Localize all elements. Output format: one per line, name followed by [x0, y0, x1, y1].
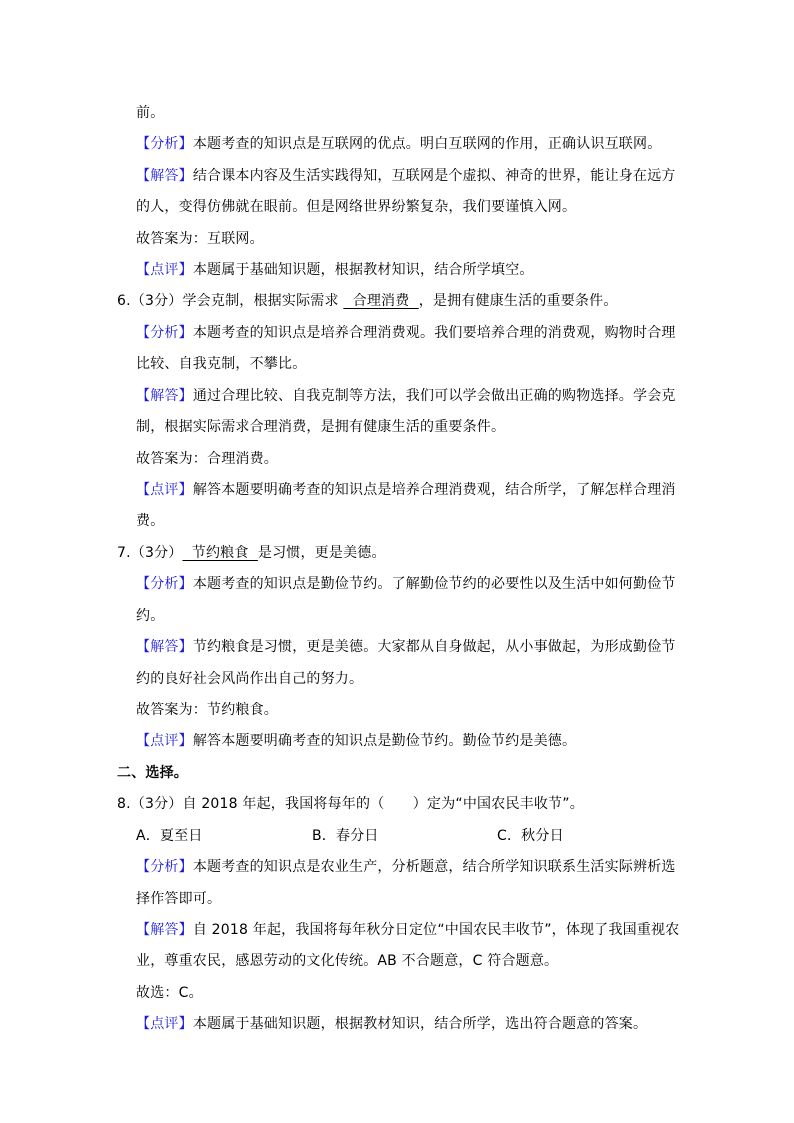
paragraph-line — [136, 103, 164, 123]
paragraph-line — [136, 606, 164, 626]
section-tag: 【解答】 — [136, 388, 193, 404]
question-number: 6.（3分） — [117, 293, 183, 309]
section-tag: 【点评】 — [136, 482, 193, 498]
paragraph-line — [136, 449, 278, 469]
section-tag: 【点评】 — [136, 733, 193, 749]
paragraph-line — [136, 983, 203, 1003]
heading-text: 二、选择。 — [117, 765, 188, 781]
annotated-line — [136, 857, 676, 877]
line-text: 本题属于基础知识题，根据教材知识，结合所学，选出符合题意的答案。 — [192, 1016, 648, 1032]
annotated-line — [136, 323, 676, 343]
line-text: 前。 — [136, 105, 165, 121]
annotated-line — [136, 920, 679, 940]
line-text: 结合课本内容及生活实践得知，互联网是个虚拟、神奇的世界，能让身在远方 — [192, 168, 676, 184]
line-text: 故选：C。 — [136, 985, 203, 1001]
line-text: 本题考查的知识点是勤俭节约。了解勤俭节约的必要性以及生活中如何勤俭节 — [192, 576, 676, 592]
option-c: C．秋分日 — [497, 828, 564, 844]
line-text: 业，尊重农民，感恩劳动的文化传统。AB 不合题意，C 符合题意。 — [136, 953, 559, 969]
line-text: 制，根据实际需求合理消费，是拥有健康生活的重要条件。 — [136, 419, 506, 435]
section-heading — [117, 763, 188, 783]
line-text: 择作答即可。 — [136, 891, 222, 907]
paragraph-line — [136, 229, 264, 249]
paragraph-line — [136, 951, 558, 971]
section-tag: 【解答】 — [136, 639, 193, 655]
paragraph-line — [136, 700, 278, 720]
section-tag: 【分析】 — [136, 325, 193, 341]
line-text: 故答案为：节约粮食。 — [136, 702, 278, 718]
section-tag: 【点评】 — [136, 262, 193, 278]
answer-blank: 合理消费 — [343, 293, 419, 309]
paragraph-line — [136, 354, 306, 374]
line-text: 通过合理比较、自我克制等方法，我们可以学会做出正确的购物选择。学会克 — [192, 388, 676, 404]
line-text: 比较、自我克制，不攀比。 — [136, 356, 307, 372]
option-a: A．夏至日 — [136, 828, 203, 844]
question-stem — [117, 794, 584, 814]
section-tag: 【分析】 — [136, 576, 193, 592]
annotated-line — [136, 260, 534, 280]
question-text-after: 是习惯，更是美德。 — [257, 545, 386, 561]
line-text: 解答本题要明确考查的知识点是培养合理消费观，结合所学，了解怎样合理消 — [192, 482, 676, 498]
section-tag: 【分析】 — [136, 859, 193, 875]
section-tag: 【解答】 — [136, 922, 193, 938]
question-number: 8.（3分） — [117, 796, 183, 812]
paragraph-line — [136, 511, 164, 531]
question-number: 7.（3分） — [117, 545, 183, 561]
paragraph-line — [136, 889, 221, 909]
section-tag: 【分析】 — [136, 136, 193, 152]
line-text: 的人，变得仿佛就在眼前。但是网络世界纷繁复杂，我们要谨慎入网。 — [136, 199, 577, 215]
line-text: 费。 — [136, 513, 165, 529]
line-text: 本题考查的知识点是互联网的优点。明白互联网的作用，正确认识互联网。 — [192, 136, 662, 152]
paragraph-line — [136, 197, 576, 217]
option-b: B．春分日 — [312, 828, 379, 844]
answer-blank: 节约粮食 — [182, 545, 258, 561]
line-text: 本题属于基础知识题，根据教材知识，结合所学填空。 — [192, 262, 534, 278]
paragraph-line — [136, 417, 505, 437]
line-text: 故答案为：互联网。 — [136, 231, 264, 247]
line-text: 本题考查的知识点是农业生产，分析题意，结合所学知识联系生活实际辨析选 — [192, 859, 676, 875]
annotated-line — [136, 637, 676, 657]
line-text: 约。 — [136, 608, 165, 624]
question-text-before: 学会克制，根据实际需求 — [182, 293, 344, 309]
section-tag: 【点评】 — [136, 1016, 193, 1032]
paragraph-line — [136, 669, 363, 689]
line-text: 约的良好社会风尚作出自己的努力。 — [136, 671, 364, 687]
annotated-line — [136, 134, 661, 154]
line-text: 自 2018 年起，我国将每年秋分日定位“中国农民丰收节”，体现了我国重视农 — [192, 922, 680, 938]
question-stem — [117, 291, 618, 311]
line-text: 故答案为：合理消费。 — [136, 451, 278, 467]
section-tag: 【解答】 — [136, 168, 193, 184]
line-text: 本题考查的知识点是培养合理消费观。我们要培养合理的消费观，购物时合理 — [192, 325, 676, 341]
question-stem — [117, 543, 386, 563]
annotated-line — [136, 1014, 647, 1034]
annotated-line — [136, 574, 676, 594]
question-text-before: 自 2018 年起，我国将每年的（ ）定为“中国农民丰收节”。 — [182, 796, 584, 812]
annotated-line — [136, 731, 576, 751]
annotated-line — [136, 166, 676, 186]
line-text: 节约粮食是习惯，更是美德。大家都从自身做起，从小事做起，为形成勤俭节 — [192, 639, 676, 655]
question-text-after: ，是拥有健康生活的重要条件。 — [418, 293, 618, 309]
annotated-line — [136, 480, 676, 500]
line-text: 解答本题要明确考查的知识点是勤俭节约。勤俭节约是美德。 — [192, 733, 577, 749]
annotated-line — [136, 386, 676, 406]
